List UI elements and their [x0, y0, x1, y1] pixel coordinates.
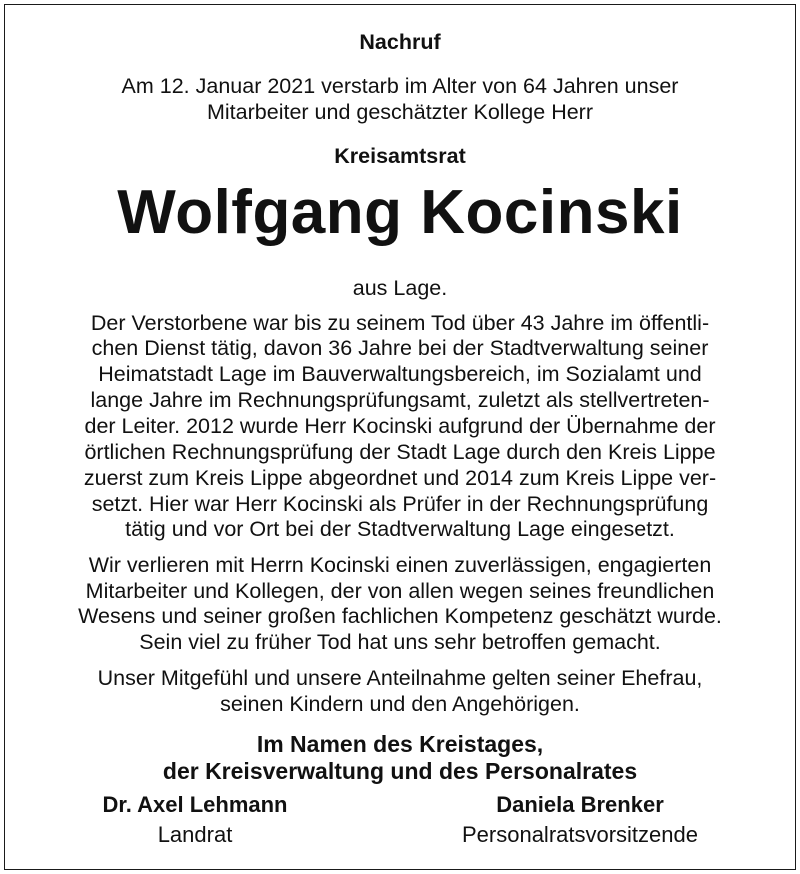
career-line: setzt. Hier war Herr Kocinski als Prüfer in der Rechnungsprüfung	[91, 492, 709, 516]
intro-line: Mitarbeiter und geschätzter Kollege Herr	[207, 100, 593, 124]
condolence-line: Unser Mitgefühl und unsere Anteilnahme gelten seiner Ehefrau,	[97, 666, 703, 690]
condolence-line: seinen Kindern und den Angehörigen.	[220, 692, 580, 716]
career-line: Der Verstorbene war bis zu seinem Tod über 43 Jahre im öffentli-	[90, 311, 710, 335]
career-line: tätig und vor Ort bei der Stadtverwaltung Lage eingesetzt.	[125, 517, 675, 541]
career-line: örtlichen Rechnungsprüfung der Stadt Lage durch den Kreis Lippe	[84, 440, 716, 464]
career-line: lange Jahre im Rechnungsprüfungsamt, zuletzt als stellvertreten-	[90, 388, 710, 412]
signatory-role: Personalratsvorsitzende	[461, 822, 698, 847]
career-line: der Leiter. 2012 wurde Herr Kocinski aufgrund der Übernahme der	[84, 414, 716, 438]
signatory-name: Daniela Brenker	[496, 792, 664, 817]
tribute-line: Wesens und seiner großen fachlichen Kompetenz geschätzt wurde.	[78, 604, 722, 628]
intro-line: Am 12. Januar 2021 verstarb im Alter von 64 Jahren unser	[121, 74, 679, 98]
origin-line: aus Lage.	[352, 276, 448, 300]
on-behalf-line: der Kreisverwaltung und des Personalrates	[162, 758, 638, 784]
career-line: chen Dienst tätig, davon 36 Jahre bei der Stadtverwaltung seiner	[91, 336, 709, 360]
notice-heading: Nachruf	[359, 30, 441, 54]
career-line: zuerst zum Kreis Lippe abgeordnet und 2014 zum Kreis Lippe ver-	[83, 466, 717, 490]
tribute-line: Mitarbeiter und Kollegen, der von allen wegen seines freundlichen	[85, 579, 715, 603]
signatory-landrat	[60, 790, 330, 850]
signatory-name: Dr. Axel Lehmann	[102, 792, 288, 817]
rank-title: Kreisamtsrat	[334, 144, 466, 168]
on-behalf-line: Im Namen des Kreistages,	[256, 731, 544, 757]
career-line: Heimatstadt Lage im Bauverwaltungsbereich, im Sozialamt und	[98, 362, 702, 386]
signatory-role: Landrat	[157, 822, 233, 847]
tribute-line: Wir verlieren mit Herrn Kocinski einen zuverlässigen, engagierten	[88, 553, 712, 577]
tribute-line: Sein viel zu früher Tod hat uns sehr betroffen gemacht.	[139, 630, 661, 654]
signatory-personalrat	[410, 790, 750, 850]
deceased-name: Wolfgang Kocinski	[117, 178, 683, 247]
